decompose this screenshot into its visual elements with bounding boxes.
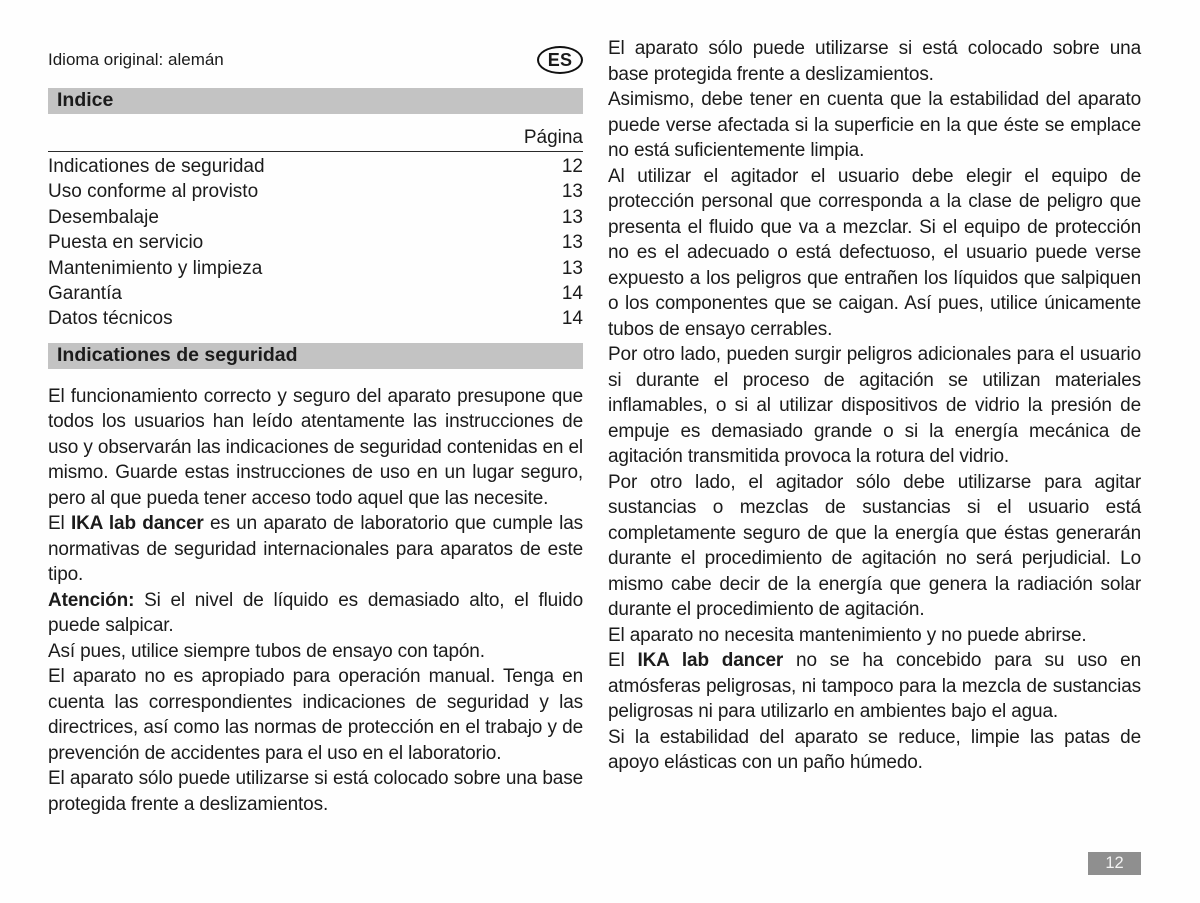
index-entry-page: 14 <box>561 283 583 305</box>
index-list <box>48 154 583 332</box>
index-entry <box>48 306 583 331</box>
index-entry-page: 13 <box>561 181 583 203</box>
index-entry <box>48 205 583 230</box>
right-column <box>608 36 1141 776</box>
language-header-row <box>48 44 583 76</box>
paragraph: El aparato no necesita mantenimiento y no puede abrirse. <box>608 624 1087 646</box>
index-entry-label: Puesta en servicio <box>48 232 204 254</box>
paragraph: El aparato sólo puede utilizarse si está colocado sobre una base protegida frente a deslizamientos. <box>48 768 583 815</box>
index-entry-label: Datos técnicos <box>48 308 173 330</box>
paragraph: El IKA lab dancer es un aparato de laboratorio que cumple las normativas de seguridad internacionales para aparatos de este tipo. <box>48 513 584 586</box>
paragraph: Así pues, utilice siempre tubos de ensayo con tapón. <box>48 640 485 662</box>
index-entry <box>48 154 583 179</box>
paragraph: Atención: Si el nivel de líquido es demasiado alto, el fluido puede salpicar. <box>48 589 583 637</box>
index-entry-label: Indicationes de seguridad <box>48 156 265 177</box>
paragraph: Si la estabilidad del aparato se reduce, limpie las patas de apoyo elásticas con un paño húmedo. <box>608 726 1141 773</box>
paragraph: Por otro lado, pueden surgir peligros adicionales para el usuario si durante el proceso de agitación se utilizan materiales inflamables, o si al utilizar dispositivos de vidrio la presión de empuje es demasiado grande o si la energía mecánica de agitación transmitida provoca la rotura del vidrio. <box>608 344 1141 467</box>
page-number-badge: 12 <box>1088 852 1141 875</box>
paragraph: El IKA lab dancer no se ha concebido para su uso en atmósferas peligrosas, ni tampoco para la mezcla de sustancias peligrosas ni para utilizarlo en ambientes bajo el agua. <box>608 650 1141 722</box>
index-entry-page: 13 <box>561 232 583 254</box>
paragraph: Asimismo, debe tener en cuenta que la estabilidad del aparato puede verse afectada si la superficie en la que éste se emplace no está suficientemente limpia. <box>608 89 1141 161</box>
index-page-column-header: Página <box>48 126 583 152</box>
safety-text-right-column <box>608 36 1141 776</box>
index-entry-page: 13 <box>561 206 583 228</box>
index-entry-page: 12 <box>561 156 583 177</box>
paragraph: Por otro lado, el agitador sólo debe utilizarse para agitar sustancias o mezclas de sustancias si el usuario está completamente seguro de que la energía que éstas generarán durante el procedimiento de agitación no será perjudicial. Lo mismo cabe decir de la energía que genera la radiación solar durante el procedimiento de agitación. <box>608 471 1141 620</box>
index-entry-page: 13 <box>561 257 583 279</box>
left-column <box>48 0 583 817</box>
index-entry-label: Uso conforme al provisto <box>48 181 259 203</box>
index-entry <box>48 230 583 255</box>
safety-section-heading: Indicationes de seguridad <box>48 343 583 369</box>
index-entry-label: Desembalaje <box>48 206 159 228</box>
index-entry-page: 14 <box>561 308 583 330</box>
index-entry-label: Garantía <box>48 283 122 305</box>
paragraph: El aparato no es apropiado para operación manual. Tenga en cuenta las correspondientes indicaciones de seguridad y las directrices, así como las normas de protección en el trabajo y de prevención de accidentes para el uso en el laboratorio. <box>48 666 583 764</box>
index-entry-label: Mantenimiento y limpieza <box>48 257 263 279</box>
paragraph: El aparato sólo puede utilizarse si está colocado sobre una base protegida frente a deslizamientos. <box>608 38 1141 85</box>
index-entry <box>48 256 583 281</box>
index-entry <box>48 281 583 306</box>
index-entry <box>48 179 583 204</box>
language-badge-es: ES <box>537 46 583 74</box>
paragraph: Al utilizar el agitador el usuario debe elegir el equipo de protección personal que corresponda a la clase de peligro que presenta el fluido que va a mezclar. Si el equipo de protección no es el adecuado o está defectuoso, el usuario puede verse expuesto a los peligros que entrañen los líquidos que salpiquen o los componentes que se caigan. Así pues, utilice únicamente tubos de ensayo cerrables. <box>608 165 1141 340</box>
original-language-note: Idioma original: alemán <box>48 50 224 69</box>
safety-text-left-column <box>48 384 583 818</box>
index-section-heading: Indice <box>48 88 583 114</box>
paragraph: El funcionamiento correcto y seguro del aparato presupone que todos los usuarios han leído atentamente las instrucciones de uso y observarán las indicaciones de seguridad contenidas en el mismo. Guarde estas instrucciones de uso en un lugar seguro, pero al que pueda tener acceso todo aquel que las necesite. <box>48 385 583 509</box>
